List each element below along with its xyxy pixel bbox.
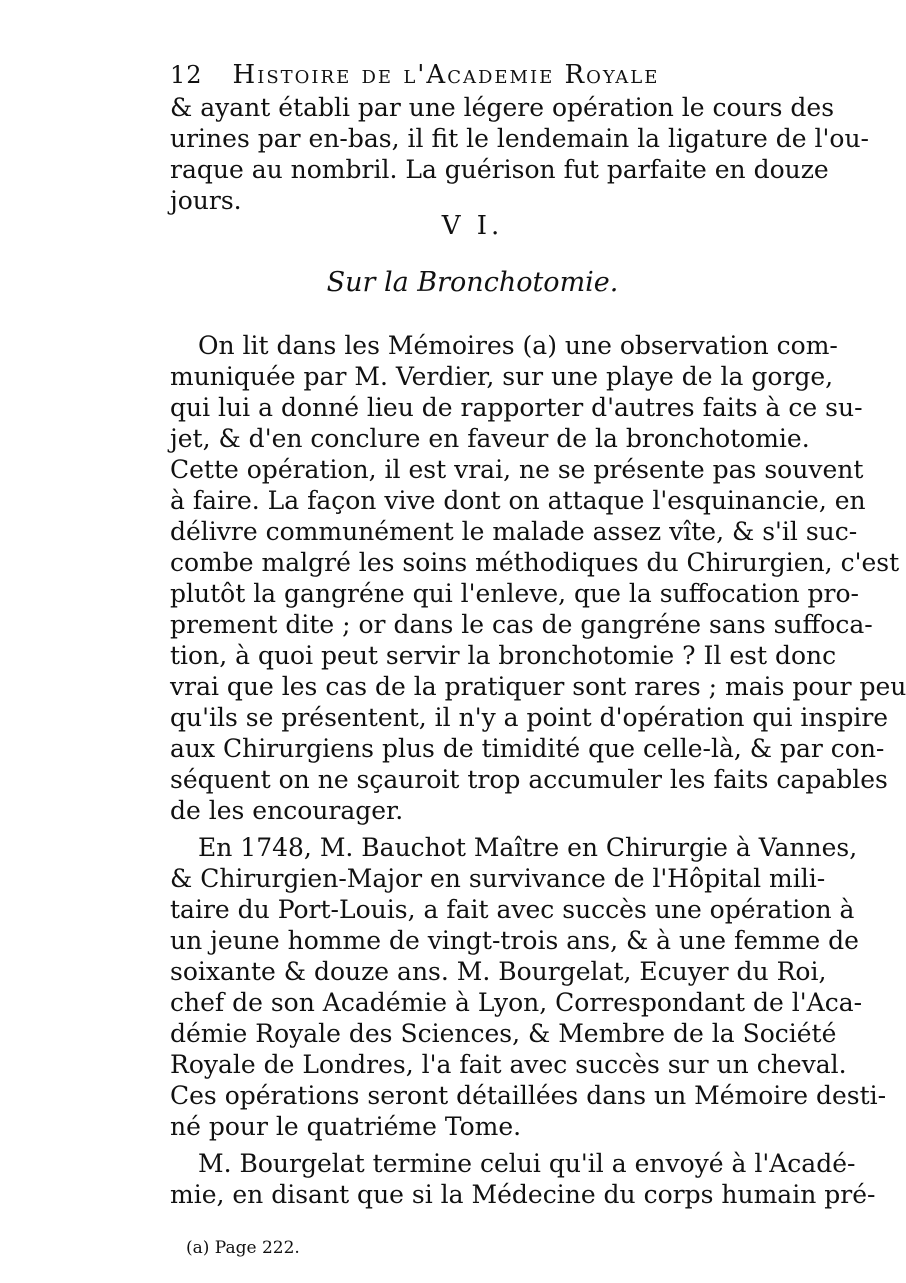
- text-line: qu'ils se présentent, il n'y a point d'opération qui inspire: [170, 703, 889, 732]
- text-line: On lit dans les Mémoires (a) une observation com-: [198, 331, 838, 360]
- text-line: plutôt la gangréne qui l'enleve, que la suffocation pro-: [170, 579, 859, 608]
- running-title: Histoire de l'Academie Royale: [232, 60, 660, 90]
- text-line: & ayant établi par une légere opération le cours des: [170, 93, 835, 122]
- text-line: né pour le quatriéme Tome.: [170, 1112, 522, 1141]
- paragraph-3: [170, 1148, 876, 1210]
- text-line: qui lui a donné lieu de rapporter d'autres faits à ce su-: [170, 393, 863, 422]
- text-line: séquent on ne sçauroit trop accumuler les faits capables: [170, 765, 888, 794]
- text-line: délivre communément le malade assez vîte, & s'il suc-: [170, 517, 858, 546]
- text-line: tion, à quoi peut servir la bronchotomie ? Il est donc: [170, 641, 837, 670]
- text-line: combe malgré les soins méthodiques du Chirurgien, c'est: [170, 548, 900, 577]
- text-line: raque au nombril. La guérison fut parfaite en douze: [170, 155, 829, 184]
- text-line: à faire. La façon vive dont on attaque l'esquinancie, en: [170, 486, 866, 515]
- paragraph-1: [170, 330, 906, 826]
- text-line: & Chirurgien-Major en survivance de l'Hôpital mili-: [170, 864, 826, 893]
- section-number: V I.: [441, 211, 504, 241]
- continuation-paragraph: [170, 92, 869, 216]
- text-line: Royale de Londres, l'a fait avec succès sur un cheval.: [170, 1050, 847, 1079]
- section-title: Sur la Bronchotomie.: [326, 267, 619, 298]
- text-line: démie Royale des Sciences, & Membre de la Société: [170, 1019, 837, 1048]
- text-line: un jeune homme de vingt-trois ans, & à une femme de: [170, 926, 859, 955]
- text-line: urines par en-bas, il fit le lendemain la ligature de l'ou-: [170, 124, 869, 153]
- text-line: soixante & douze ans. M. Bourgelat, Ecuyer du Roi,: [170, 957, 827, 986]
- text-line: prement dite ; or dans le cas de gangréne sans suffoca-: [170, 610, 873, 639]
- text-line: vrai que les cas de la pratiquer sont rares ; mais pour peu: [170, 672, 906, 701]
- running-head: [170, 58, 775, 92]
- paragraph-2: [170, 832, 887, 1142]
- text-line: aux Chirurgiens plus de timidité que celle-là, & par con-: [170, 734, 885, 763]
- page-number: 12: [170, 61, 203, 89]
- book-page: [170, 58, 906, 1260]
- text-line: de les encourager.: [170, 796, 404, 825]
- text-line: chef de son Académie à Lyon, Correspondant de l'Aca-: [170, 988, 863, 1017]
- text-line: jours.: [170, 186, 242, 215]
- text-line: Cette opération, il est vrai, ne se présente pas souvent: [170, 455, 864, 484]
- text-line: En 1748, M. Bauchot Maître en Chirurgie à Vannes,: [198, 833, 858, 862]
- text-line: taire du Port-Louis, a fait avec succès une opération à: [170, 895, 855, 924]
- text-line: Ces opérations seront détaillées dans un Mémoire desti-: [170, 1081, 887, 1110]
- text-line: M. Bourgelat termine celui qu'il a envoyé à l'Acadé-: [198, 1149, 856, 1178]
- text-line: muniquée par M. Verdier, sur une playe de la gorge,: [170, 362, 834, 391]
- text-line: mie, en disant que si la Médecine du corps humain pré-: [170, 1180, 876, 1209]
- text-line: jet, & d'en conclure en faveur de la bronchotomie.: [170, 424, 810, 453]
- footnote: (a) Page 222.: [186, 1238, 300, 1258]
